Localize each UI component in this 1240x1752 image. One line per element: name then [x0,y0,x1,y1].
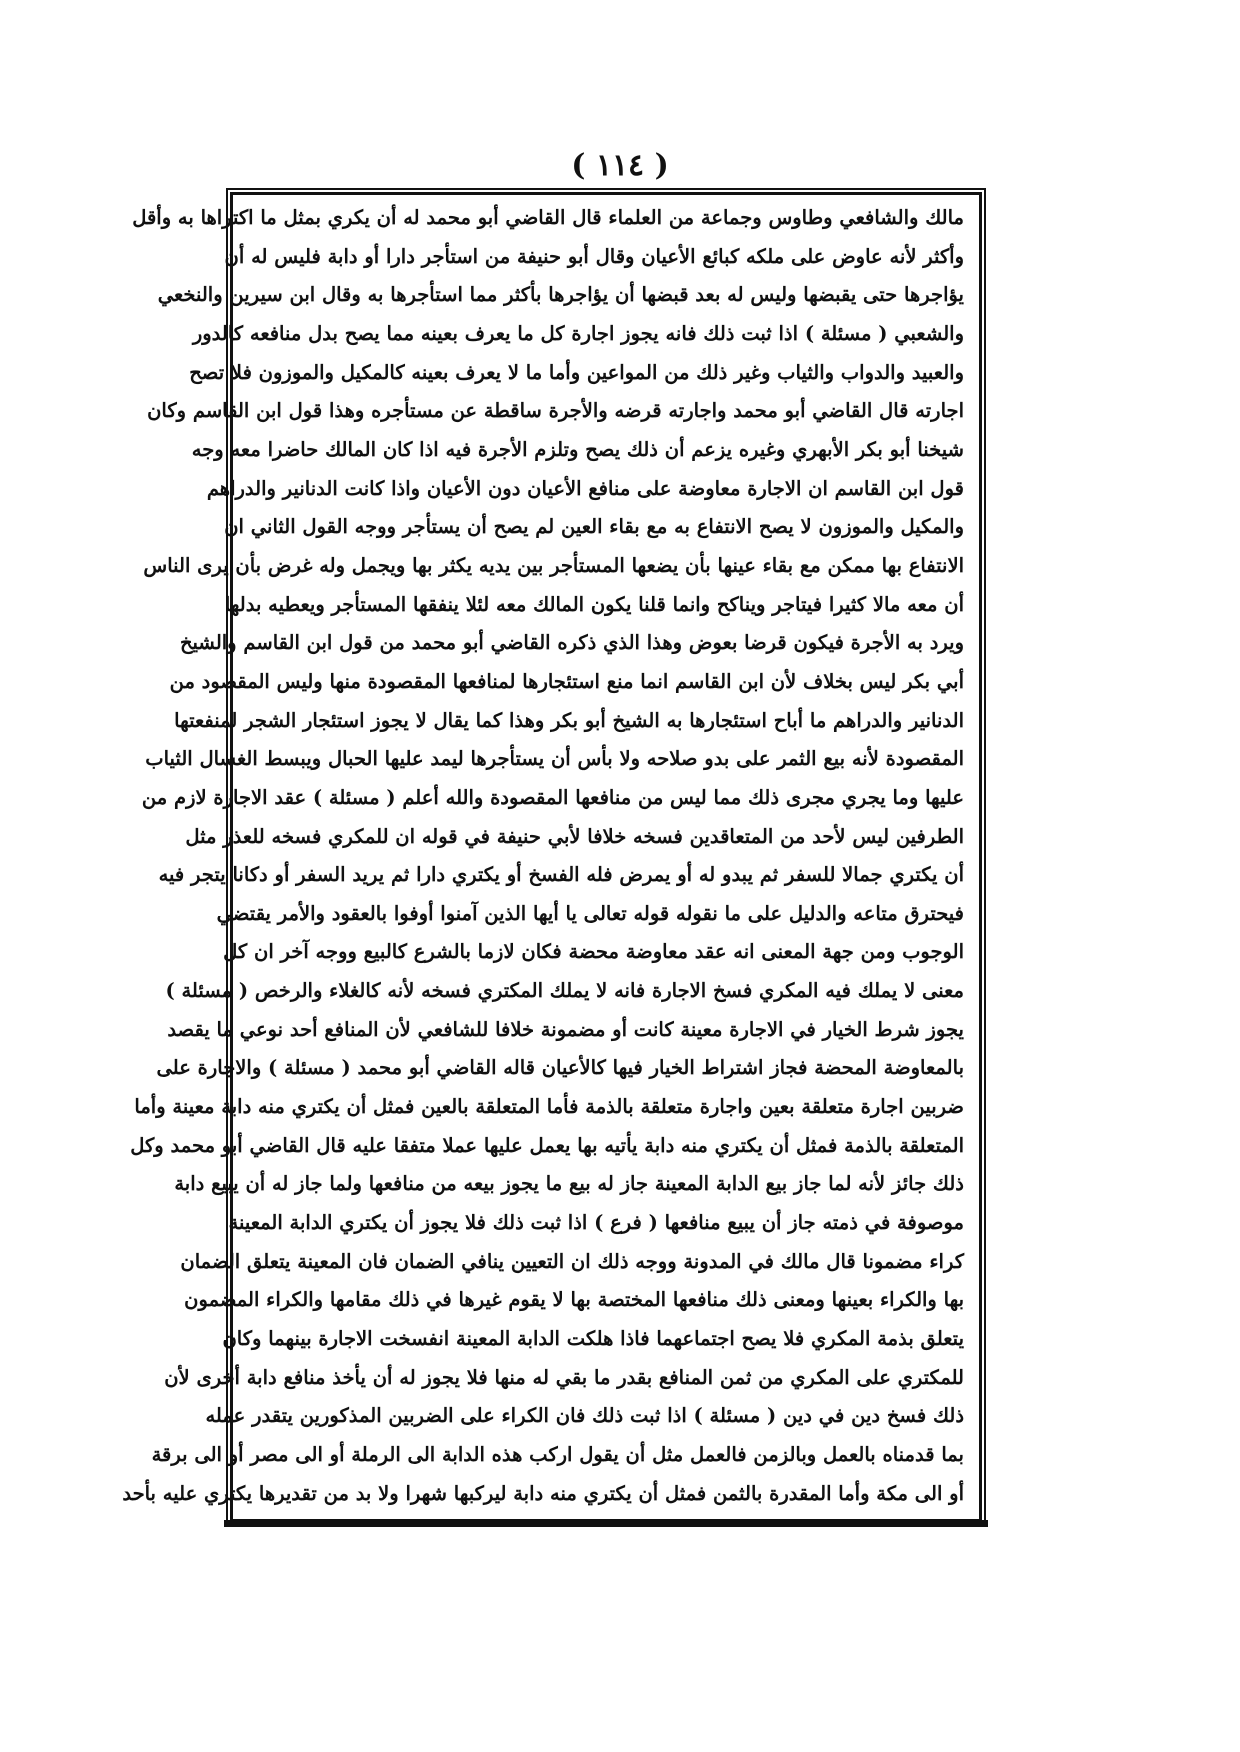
text-line: يتعلق بذمة المكري فلا يصح اجتماعهما فاذا هلكت الدابة المعينة انفسخت الاجارة بينهما وكان [222,1327,964,1351]
text-line: الوجوب ومن جهة المعنى انه عقد معاوضة محضة فكان لازما بالشرع كالبيع ووجه آخر ان كل [223,940,964,964]
text-line: معنى لا يملك فيه المكري فسخ الاجارة فانه لا يملك المكتري فسخه لأنه كالغلاء والرخص ( مسئلة ) [165,979,964,1003]
text-line: والعبيد والدواب والثياب وغير ذلك من المواعين وأما ما لا يعرف بعينه كالمكيل والموزون فلا تصح [189,360,964,384]
text-line: ويرد به الأجرة فيكون قرضا بعوض وهذا الذي ذكره القاضي أبو محمد من قول ابن القاسم والشيخ [179,631,964,655]
text-line: للمكتري على المكري من ثمن المنافع بقدر ما بقي له منها فلا يجوز له أن يأخذ منافع دابة أخرى لأن [164,1365,964,1389]
text-line: بها والكراء بعينها ومعنى ذلك منافعها المختصة بها لا يقوم غيرها في ذلك مقامها والكراء المضمون [184,1288,964,1312]
text-line: موصوفة في ذمته جاز أن يبيع منافعها ( فرع ) اذا ثبت ذلك فلا يجوز أن يكتري الدابة المعينة [228,1211,964,1235]
text-line: بما قدمناه بالعمل وبالزمن فالعمل مثل أن يقول اركب هذه الدابة الى الرملة أو الى مصر أو الى برقة [151,1443,964,1466]
text-line: والمكيل والموزون لا يصح الانتفاع به مع بقاء العين لم يصح أن يستأجر ووجه القول الثاني ان [224,515,964,539]
text-line: فيحترق متاعه والدليل على ما نقوله قوله تعالى يا أيها الذين آمنوا أوفوا بالعقود والأمر يقتضي [216,901,964,925]
text-line: مالك والشافعي وطاوس وجماعة من العلماء قال القاضي أبو محمد له أن يكري بمثل ما اكتراها به وأقل [132,206,964,229]
text-line: ذلك فسخ دين في دين ( مسئلة ) اذا ثبت ذلك فان الكراء على الضربين المذكورين يتقدر عمله [205,1404,964,1428]
text-line: قول ابن القاسم ان الاجارة معاوضة على منافع الأعيان دون الأعيان واذا كانت الدنانير والدراهم [206,476,964,500]
text-line: ضربين اجارة متعلقة بعين واجارة متعلقة بالذمة فأما المتعلقة بالعين فمثل أن يكتري منه دابة معينة وأما [134,1095,964,1119]
page-number: ( ١١٤ ) [571,148,669,183]
text-line: المتعلقة بالذمة فمثل أن يكتري منه دابة يأتيه بها يعمل عليها عملا متفقا عليه قال القاضي أبو محمد وكل [130,1133,964,1157]
text-line: يؤاجرها حتى يقبضها وليس له بعد قبضها أن يؤاجرها بأكثر مما استأجرها به وقال ابن سيرين والنخعي [157,283,964,307]
text-line: أبي بكر ليس بخلاف لأن ابن القاسم انما منع استئجارها لمنافعها المقصودة منها وليس المقصود من [169,669,964,693]
text-line: اجارته قال القاضي أبو محمد واجارته قرضه والأجرة ساقطة عن مستأجره وهذا قول ابن القاسم وكان [147,399,964,423]
text-line: كراء مضمونا قال مالك في المدونة ووجه ذلك ان التعيين ينافي الضمان فان المعينة يتعلق الضمان [180,1249,964,1273]
frame-bottom-rule [224,1520,988,1527]
text-line: الانتفاع بها ممكن مع بقاء عينها بأن يضعها المستأجر بين يديه يكثر بها ويجمل وله غرض بأن يرى الناس [143,553,964,577]
text-line: أن معه مالا كثيرا فيتاجر ويناكح وانما قلنا يكون المالك معه لئلا ينفقها المستأجر ويعطيه بدلها [224,592,964,616]
text-line: يجوز شرط الخيار في الاجارة معينة كانت أو مضمونة خلافا للشافعي لأن المنافع أحد نوعي ما يقصد [167,1017,964,1041]
text-line: عليها وما يجري مجرى ذلك مما ليس من منافعها المقصودة والله أعلم ( مسئلة ) عقد الاجارة لازم من [141,785,964,809]
text-line: أو الى مكة وأما المقدرة بالثمن فمثل أن يكتري منه دابة ليركبها شهرا ولا بد من تقديرها يكتري عليه بأحد [122,1481,964,1505]
text-line: وأكثر لأنه عاوض على ملكه كبائع الأعيان وقال أبو حنيفة من استأجر دارا أو دابة فليس له أن [224,244,964,268]
text-line: بالمعاوضة المحضة فجاز اشتراط الخيار فيها كالأعيان قاله القاضي أبو محمد ( مسئلة ) والاجارة على [156,1056,964,1080]
text-line: شيخنا أبو بكر الأبهري وغيره يزعم أن ذلك يصح وتلزم الأجرة فيه اذا كان المالك حاضرا معه وجه [191,437,964,461]
text-line: الدنانير والدراهم ما أباح استئجارها به الشيخ أبو بكر وهذا كما يقال لا يجوز استئجار الشجر لمنفعتها [174,708,964,732]
text-line: الطرفين ليس لأحد من المتعاقدين فسخه خلافا لأبي حنيفة في قوله ان للمكري فسخه للعذر مثل [185,824,964,848]
text-line: المقصودة لأنه بيع الثمر على بدو صلاحه ولا بأس أن يستأجرها ليمد عليها الحبال ويبسط الغسال الثياب [145,747,964,771]
text-line: ذلك جائز لأنه لما جاز بيع الدابة المعينة جاز له بيع ما يجوز بيعه من منافعها ولما جاز له أن يبيع دابة [174,1172,964,1196]
text-body [122,200,964,1512]
text-line: والشعبي ( مسئلة ) اذا ثبت ذلك فانه يجوز اجارة كل ما يعرف بعينه مما يصح بدل منافعه كالدور [192,321,964,345]
text-line: أن يكتري جمالا للسفر ثم يبدو له أو يمرض فله الفسخ أو يكتري دارا ثم يريد السفر أو دكانا يتجر فيه [158,863,964,887]
